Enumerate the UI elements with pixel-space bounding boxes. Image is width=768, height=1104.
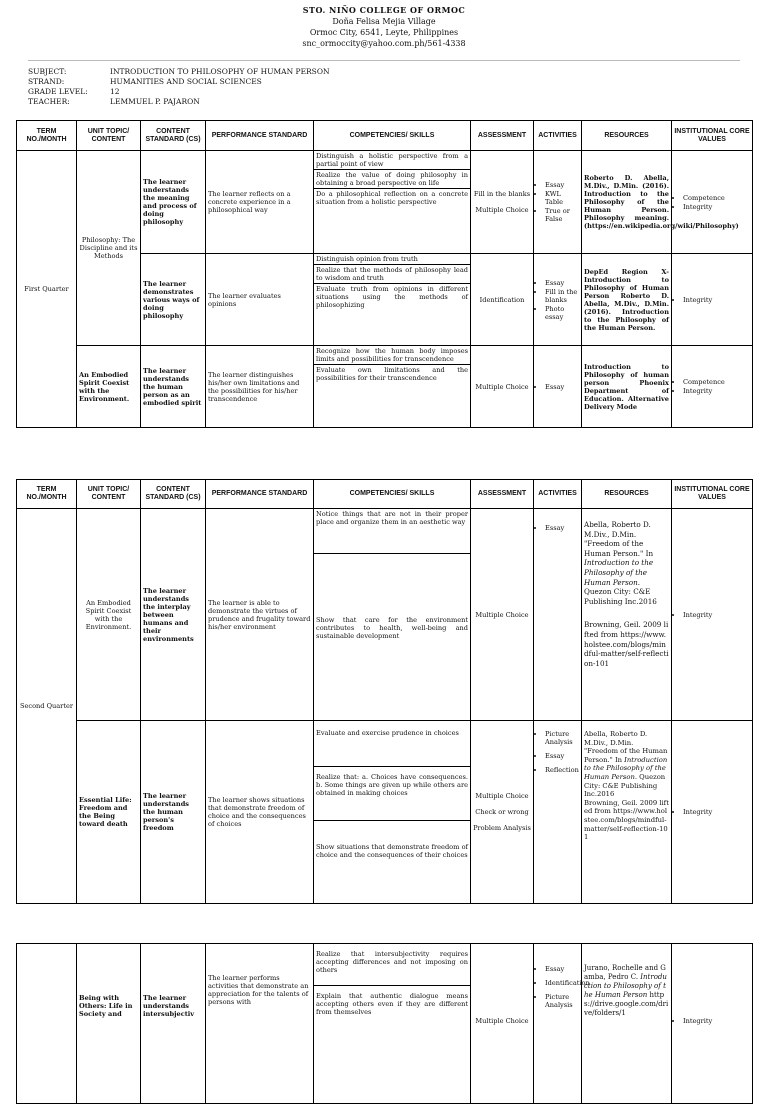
assessment-item: Check or wrong — [475, 808, 529, 816]
competency-item: Notice things that are not in their proper place and organize them in an aesthetic way — [314, 509, 470, 554]
resources-cell — [582, 721, 672, 904]
col-header: ASSESSMENT — [471, 121, 534, 151]
table-row — [17, 151, 753, 254]
col-header: CONTENT STANDARD (CS) — [141, 480, 206, 509]
competency-item: Show situations that demonstrate freedom of choice and the consequences of their choices — [316, 843, 468, 859]
performance-standard-cell: The learner reflects on a concrete experience in a philosophical way — [206, 151, 314, 254]
strand-value: HUMANITIES AND SOCIAL SCIENCES — [110, 77, 262, 86]
content-standard-cell: The learner understands the human person as an embodied spirit — [141, 346, 206, 428]
col-header: ASSESSMENT — [471, 480, 534, 509]
competencies-cell — [314, 254, 471, 346]
content-standard-cell: The learner understands the meaning and process of doing philosophy — [141, 151, 206, 254]
course-meta — [28, 67, 330, 107]
performance-standard-cell: The learner distinguishes his/her own limitations and the possibilities for his/her transcendence — [206, 346, 314, 428]
resource-publisher: Quezon City: C&E Publishing Inc.2016 — [584, 772, 666, 799]
header-divider — [28, 60, 740, 61]
resource-link: Browning, Geil. 2009 lifted from https://www.holstee.com/blogs/mindful-matter/self-reflection-101 — [584, 620, 669, 668]
resource-citation: Abella, Roberto D. M.Div., D.Min. "Freedom of the Human Person." In — [584, 520, 654, 558]
core-value-item: • Integrity — [683, 296, 750, 304]
content-standard-cell: The learner understands intersubjectiv — [141, 944, 206, 1104]
competency-item: Evaluate truth from opinions in different situations using the methods of philosophizing — [316, 285, 468, 309]
school-address: Doña Felisa Mejia Village — [332, 17, 436, 26]
activities-cell — [534, 721, 582, 904]
resources-cell — [582, 944, 672, 1104]
resource-book-title: Introduction to the Philosophy of the Human Person. — [584, 558, 654, 587]
assessment-item: Fill in the blanks — [473, 190, 531, 198]
activity-item: • Essay — [545, 181, 579, 189]
school-city: Ormoc City, 6541, Leyte, Philippines — [309, 28, 459, 37]
activities-cell — [534, 254, 582, 346]
meta-label: SUBJECT: — [28, 67, 67, 76]
assessment-item: Multiple Choice — [475, 792, 529, 800]
content-standard-cell: The learner demonstrates various ways of doing philosophy — [141, 254, 206, 346]
content-standard-cell: The learner understands the human person's freedom — [141, 721, 206, 904]
competency-item: Explain that authentic dialogue means accepting others even if they are different from themselves — [316, 992, 468, 1016]
core-values-cell — [672, 944, 753, 1104]
assessment-item: Multiple Choice — [475, 206, 529, 214]
resources-cell: DepEd Region X- Introduction to Philosophy of Human Person Roberto D. Abella, M.Div., D.Min. (2016). Introduction to the Philosophy of the Human Person. — [582, 254, 672, 346]
activity-item: • KWL Table — [545, 190, 579, 206]
competency-item: Distinguish opinion from truth — [314, 254, 470, 265]
term-cell: Second Quarter — [17, 509, 77, 904]
performance-standard-cell: The learner performs activities that demonstrate an appreciation for the talents of persons with — [206, 944, 314, 1104]
competencies-cell — [314, 346, 471, 428]
unit-cell: Philosophy: The Discipline and its Methods — [77, 151, 141, 346]
grade-value: 12 — [110, 87, 120, 96]
core-values-cell — [672, 151, 753, 254]
col-header: ACTIVITIES — [534, 121, 582, 151]
activities-cell — [534, 509, 582, 721]
col-header: TERM NO./MONTH — [17, 121, 77, 151]
meta-label: STRAND: — [28, 77, 65, 86]
term-cell — [17, 944, 77, 1104]
col-header: PERFORMANCE STANDARD — [206, 121, 314, 151]
resource-book-title: Introduction to the Philosophy of the Human Person. — [584, 755, 668, 781]
assessment-cell: Multiple Choice — [471, 509, 534, 721]
assessment-cell: Multiple Choice — [471, 346, 534, 428]
term-cell: First Quarter — [17, 151, 77, 428]
assessment-cell — [471, 721, 534, 904]
activity-item: • Reflection — [545, 766, 579, 774]
table-header-row — [17, 480, 753, 509]
competency-item: Evaluate and exercise prudence in choices — [314, 721, 470, 767]
content-standard-cell: The learner understands the interplay between humans and their environments — [141, 509, 206, 721]
curriculum-table-q3 — [16, 943, 753, 1104]
core-value-item: • Integrity — [683, 203, 750, 211]
col-header: COMPETENCIES/ SKILLS — [314, 121, 471, 151]
competencies-cell — [314, 509, 471, 721]
core-value-item: • Integrity — [683, 387, 750, 395]
table-row — [17, 509, 753, 721]
curriculum-table-q2 — [16, 479, 753, 904]
curriculum-table-q1 — [16, 120, 753, 428]
resources-cell: Roberto D. Abella, M.Div., D.Min. (2016). Introduction to the Philosophy of the Human Person. Philosophy meaning. (https://en.wikipedia.org/wiki/Philosophy) — [582, 151, 672, 254]
core-value-item: • Integrity — [683, 611, 750, 619]
competencies-cell — [314, 151, 471, 254]
competency-item: Do a philosophical reflection on a concrete situation from a holistic perspective — [316, 190, 468, 206]
activity-item: • Essay — [545, 279, 579, 287]
table-row — [17, 346, 753, 428]
col-header: INSTITUTIONAL CORE VALUES — [672, 480, 753, 509]
meta-label: GRADE LEVEL: — [28, 87, 88, 96]
col-header: UNIT TOPIC/ CONTENT — [77, 121, 141, 151]
core-value-item: • Integrity — [683, 1017, 750, 1025]
activity-item: • Picture Analysis — [545, 993, 579, 1009]
unit-cell: Essential Life: Freedom and the Being toward death — [77, 721, 141, 904]
activity-item: • Essay — [545, 752, 579, 760]
activity-item: • Picture Analysis — [545, 730, 579, 746]
competencies-cell — [314, 721, 471, 904]
unit-cell: Being with Others: Life in Society and — [77, 944, 141, 1104]
unit-cell: An Embodied Spirit Coexist with the Environment. — [77, 509, 141, 721]
resource-link: https://drive.google.com/drive/folders/1 — [584, 991, 669, 1017]
performance-standard-cell: The learner shows situations that demonstrate freedom of choice and the consequences of choices — [206, 721, 314, 904]
meta-label: TEACHER: — [28, 97, 70, 106]
assessment-cell: Multiple Choice — [471, 944, 534, 1104]
competency-item: Evaluate own limitations and the possibilities for their transcendence — [316, 366, 468, 382]
table-row — [17, 944, 753, 1104]
core-value-item: • Integrity — [683, 808, 750, 816]
competency-item: Realize that: a. Choices have consequences. b. Some things are given up while others are obtained in making choices — [314, 767, 470, 821]
resources-cell — [582, 509, 672, 721]
table-row — [17, 721, 753, 904]
core-values-cell — [672, 346, 753, 428]
activity-item: • True or False — [545, 207, 579, 223]
competency-item: Distinguish a holistic perspective from a partial point of view — [316, 152, 468, 168]
teacher-value: LEMMUEL P. PAJARON — [110, 97, 200, 106]
assessment-item: Problem Analysis — [473, 824, 531, 832]
activity-item: • Essay — [545, 383, 579, 391]
competency-item: Realize that the methods of philosophy lead to wisdom and truth — [316, 266, 468, 282]
assessment-cell: Identification — [471, 254, 534, 346]
activity-item: • Fill in the blanks — [545, 288, 579, 304]
assessment-cell — [471, 151, 534, 254]
core-values-cell — [672, 254, 753, 346]
resource-citation: Jurano, Rochelle and Gamba, Pedro C. — [584, 964, 666, 981]
core-values-cell — [672, 721, 753, 904]
school-contact: snc_ormoccity@yahoo.com.ph/561-4338 — [302, 39, 466, 48]
activity-item: • Essay — [545, 524, 579, 532]
performance-standard-cell: The learner is able to demonstrate the virtues of prudence and frugality toward his/her environment — [206, 509, 314, 721]
competencies-cell — [314, 944, 471, 1104]
col-header: RESOURCES — [582, 121, 672, 151]
competency-item: Show that care for the environment contributes to health, well-being and sustainable development — [316, 616, 468, 640]
col-header: PERFORMANCE STANDARD — [206, 480, 314, 509]
activity-item: • Photo essay — [545, 305, 579, 321]
unit-cell: An Embodied Spirit Coexist with the Environment. — [77, 346, 141, 428]
resource-publisher: Quezon City: C&E Publishing Inc.2016 — [584, 587, 657, 606]
activity-item: • Essay — [545, 965, 579, 973]
activities-cell — [534, 151, 582, 254]
col-header: CONTENT STANDARD (CS) — [141, 121, 206, 151]
resource-book-title: Introduction to Philosophy of the Human Person — [584, 973, 667, 999]
core-value-item: • Competence — [683, 194, 750, 202]
resources-cell: Introduction to Philosophy of human person Phoenix Department of Education. Alternative Delivery Mode — [582, 346, 672, 428]
competency-item: Recognize how the human body imposes limits and possibilities for transcendence — [316, 347, 468, 363]
resource-link: Browning, Geil. 2009 lifted from https://www.holstee.com/blogs/mindful-matter/self-reflection-101 — [584, 798, 669, 842]
resource-citation: Abella, Roberto D. M.Div., D.Min. "Freedom of the Human Person." In — [584, 730, 668, 764]
col-header: INSTITUTIONAL CORE VALUES — [672, 121, 753, 151]
col-header: COMPETENCIES/ SKILLS — [314, 480, 471, 509]
col-header: ACTIVITIES — [534, 480, 582, 509]
table-header-row — [17, 121, 753, 151]
performance-standard-cell: The learner evaluates opinions — [206, 254, 314, 346]
competency-item: Realize that intersubjectivity requires accepting differences and not imposing on others — [314, 944, 470, 986]
col-header: TERM NO./MONTH — [17, 480, 77, 509]
activity-item: • Identification — [545, 979, 579, 987]
col-header: RESOURCES — [582, 480, 672, 509]
core-value-item: • Competence — [683, 378, 750, 386]
subject-value: INTRODUCTION TO PHILOSOPHY OF HUMAN PERSON — [110, 67, 330, 76]
core-values-cell — [672, 509, 753, 721]
competency-item: Realize the value of doing philosophy in obtaining a broad perspective on life — [316, 171, 468, 187]
col-header: UNIT TOPIC/ CONTENT — [77, 480, 141, 509]
school-header — [0, 5, 768, 49]
activities-cell — [534, 944, 590, 1104]
school-name: STO. NIÑO COLLEGE OF ORMOC — [302, 5, 466, 15]
activities-cell — [534, 346, 582, 428]
